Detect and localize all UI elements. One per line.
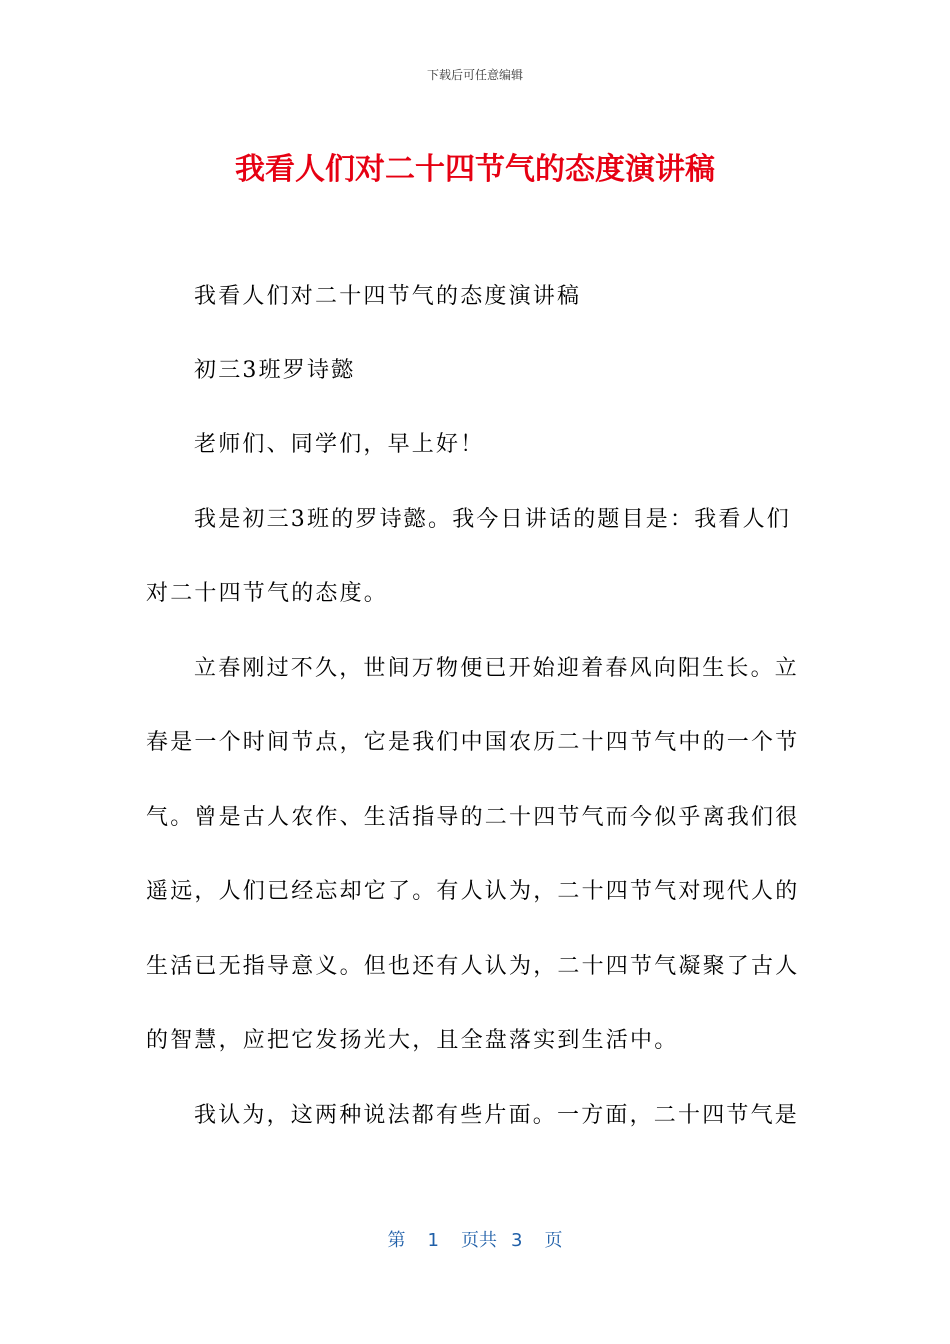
footer-current-page: 1 xyxy=(427,1230,439,1251)
paragraph-line: 生活已无指导意义。但也还有人认为，二十四节气凝聚了古人 xyxy=(146,954,800,979)
paragraph-line: 气。曾是古人农作、生活指导的二十四节气而今似乎离我们很 xyxy=(146,805,800,830)
paragraph-line: 立春刚过不久，世间万物便已开始迎着春风向阳生长。立 xyxy=(194,656,800,681)
footer-total-pages: 3 xyxy=(511,1230,523,1251)
paragraph-line: 遥远，人们已经忘却它了。有人认为，二十四节气对现代人的 xyxy=(146,879,800,904)
footer-middle: 页共 xyxy=(461,1230,497,1251)
paragraph-line: 对二十四节气的态度。 xyxy=(146,581,389,606)
paragraph-line: 我认为，这两种说法都有些片面。一方面，二十四节气是 xyxy=(194,1103,800,1128)
paragraph-line: 的智慧，应把它发扬光大，且全盘落实到生活中。 xyxy=(146,1028,679,1053)
document-title: 我看人们对二十四节气的态度演讲稿 xyxy=(235,152,715,187)
page-footer xyxy=(0,1226,950,1252)
paragraph-line: 我看人们对二十四节气的态度演讲稿 xyxy=(194,284,582,309)
paragraph-line: 初三3班罗诗懿 xyxy=(194,358,356,383)
paragraph-line: 春是一个时间节点，它是我们中国农历二十四节气中的一个节 xyxy=(146,730,800,755)
page-header-note: 下载后可任意编辑 xyxy=(426,68,523,82)
footer-suffix: 页 xyxy=(544,1230,563,1251)
footer-prefix: 第 xyxy=(387,1230,406,1251)
paragraph-line: 老师们、同学们，早上好！ xyxy=(194,432,485,457)
paragraph-line: 我是初三3班的罗诗懿。我今日讲话的题目是：我看人们 xyxy=(194,507,791,532)
